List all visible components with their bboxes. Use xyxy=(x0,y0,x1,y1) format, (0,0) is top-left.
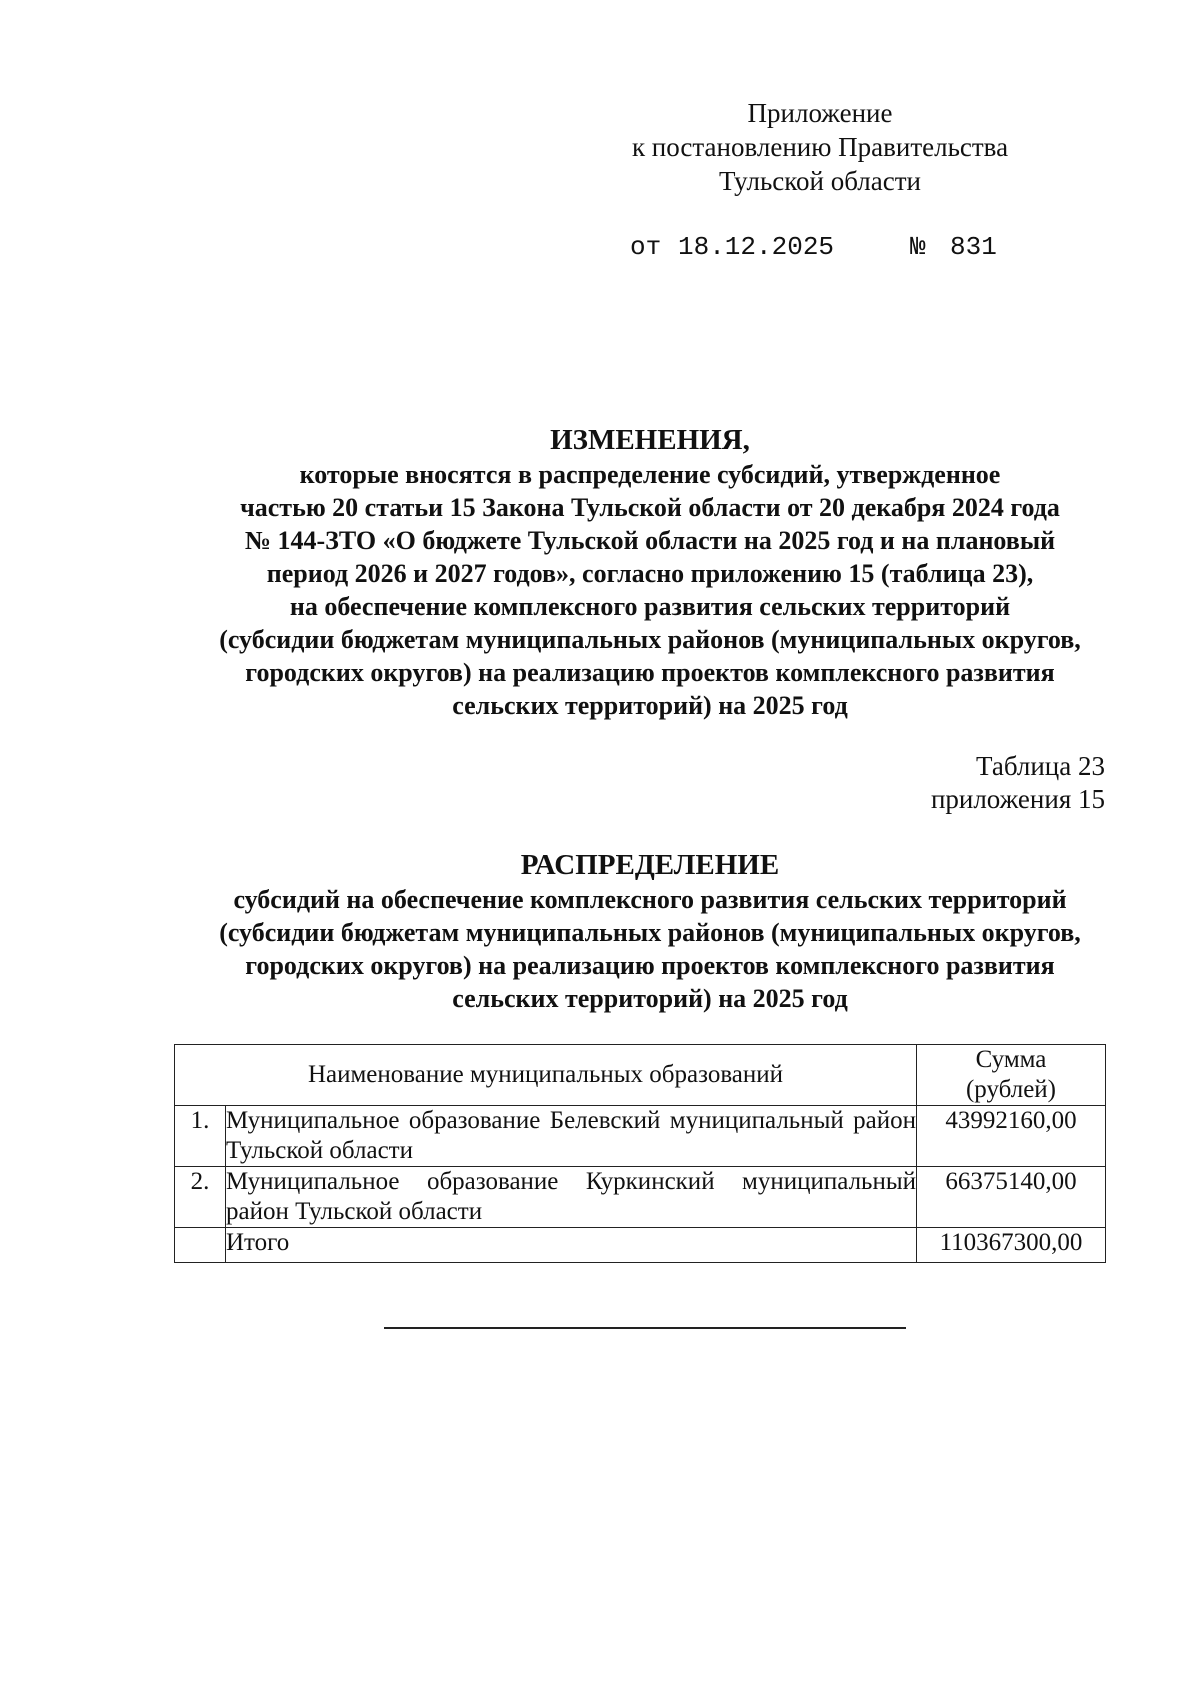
row-name: Муниципальное образование Куркинский муниципальный район Тульской области xyxy=(226,1167,917,1228)
annex-line: к постановлению Правительства xyxy=(631,132,1009,162)
header-sum xyxy=(917,1045,1106,1106)
annex-header xyxy=(560,96,1080,198)
header-sum-line: (рублей) xyxy=(965,1076,1057,1103)
table-ref-line: приложения 15 xyxy=(930,784,1105,814)
total-sum: 110367300,00 xyxy=(917,1228,1106,1263)
total-number-cell xyxy=(175,1228,226,1263)
heading-line: сельских территорий) на 2025 год xyxy=(452,984,848,1013)
heading-line: № 144-ЗТО «О бюджете Тульской области на 2025 год и на плановый xyxy=(244,526,1056,555)
document-number: 831 xyxy=(950,232,997,262)
row-number: 1. xyxy=(175,1106,226,1167)
row-number: 2. xyxy=(175,1167,226,1228)
distribution-table xyxy=(174,1044,1106,1263)
row-sum: 66375140,00 xyxy=(917,1167,1106,1228)
changes-heading xyxy=(120,422,1180,722)
changes-title: ИЗМЕНЕНИЯ, xyxy=(550,424,750,456)
header-name: Наименование муниципальных образований xyxy=(175,1045,917,1106)
table-ref-line: Таблица 23 xyxy=(976,751,1105,781)
date-prefix: от xyxy=(630,232,662,262)
heading-line: которые вносятся в распределение субсидий, утвержденное xyxy=(299,460,1001,489)
end-divider xyxy=(384,1327,906,1329)
distribution-title: РАСПРЕДЕЛЕНИЕ xyxy=(520,849,780,881)
distribution-heading xyxy=(120,847,1180,1015)
row-name: Муниципальное образование Белевский муниципальный район Тульской области xyxy=(226,1106,917,1167)
heading-line: городских округов) на реализацию проектов комплексного развития xyxy=(245,951,1055,980)
table-row xyxy=(175,1167,1106,1228)
heading-line: (субсидии бюджетам муниципальных районов (муниципальных округов, xyxy=(219,918,1081,947)
number-sign: № xyxy=(910,232,926,262)
table-reference xyxy=(800,750,1105,816)
heading-line: сельских территорий) на 2025 год xyxy=(452,691,848,720)
heading-line: субсидий на обеспечение комплексного развития сельских территорий xyxy=(233,885,1067,914)
total-label: Итого xyxy=(226,1228,917,1263)
heading-line: (субсидии бюджетам муниципальных районов (муниципальных округов, xyxy=(219,625,1081,654)
document-date: 18.12.2025 xyxy=(678,232,835,262)
table-header-row xyxy=(175,1045,1106,1106)
heading-line: городских округов) на реализацию проектов комплексного развития xyxy=(245,658,1055,687)
heading-line: период 2026 и 2027 годов», согласно приложению 15 (таблица 23), xyxy=(266,559,1034,588)
row-sum: 43992160,00 xyxy=(917,1106,1106,1167)
heading-line: частью 20 статьи 15 Закона Тульской области от 20 декабря 2024 года xyxy=(240,493,1060,522)
annex-line: Тульской области xyxy=(719,166,921,196)
header-sum-line: Сумма xyxy=(975,1046,1047,1073)
total-row xyxy=(175,1228,1106,1263)
table-row xyxy=(175,1106,1106,1167)
heading-line: на обеспечение комплексного развития сельских территорий xyxy=(289,592,1011,621)
annex-line: Приложение xyxy=(747,98,893,128)
